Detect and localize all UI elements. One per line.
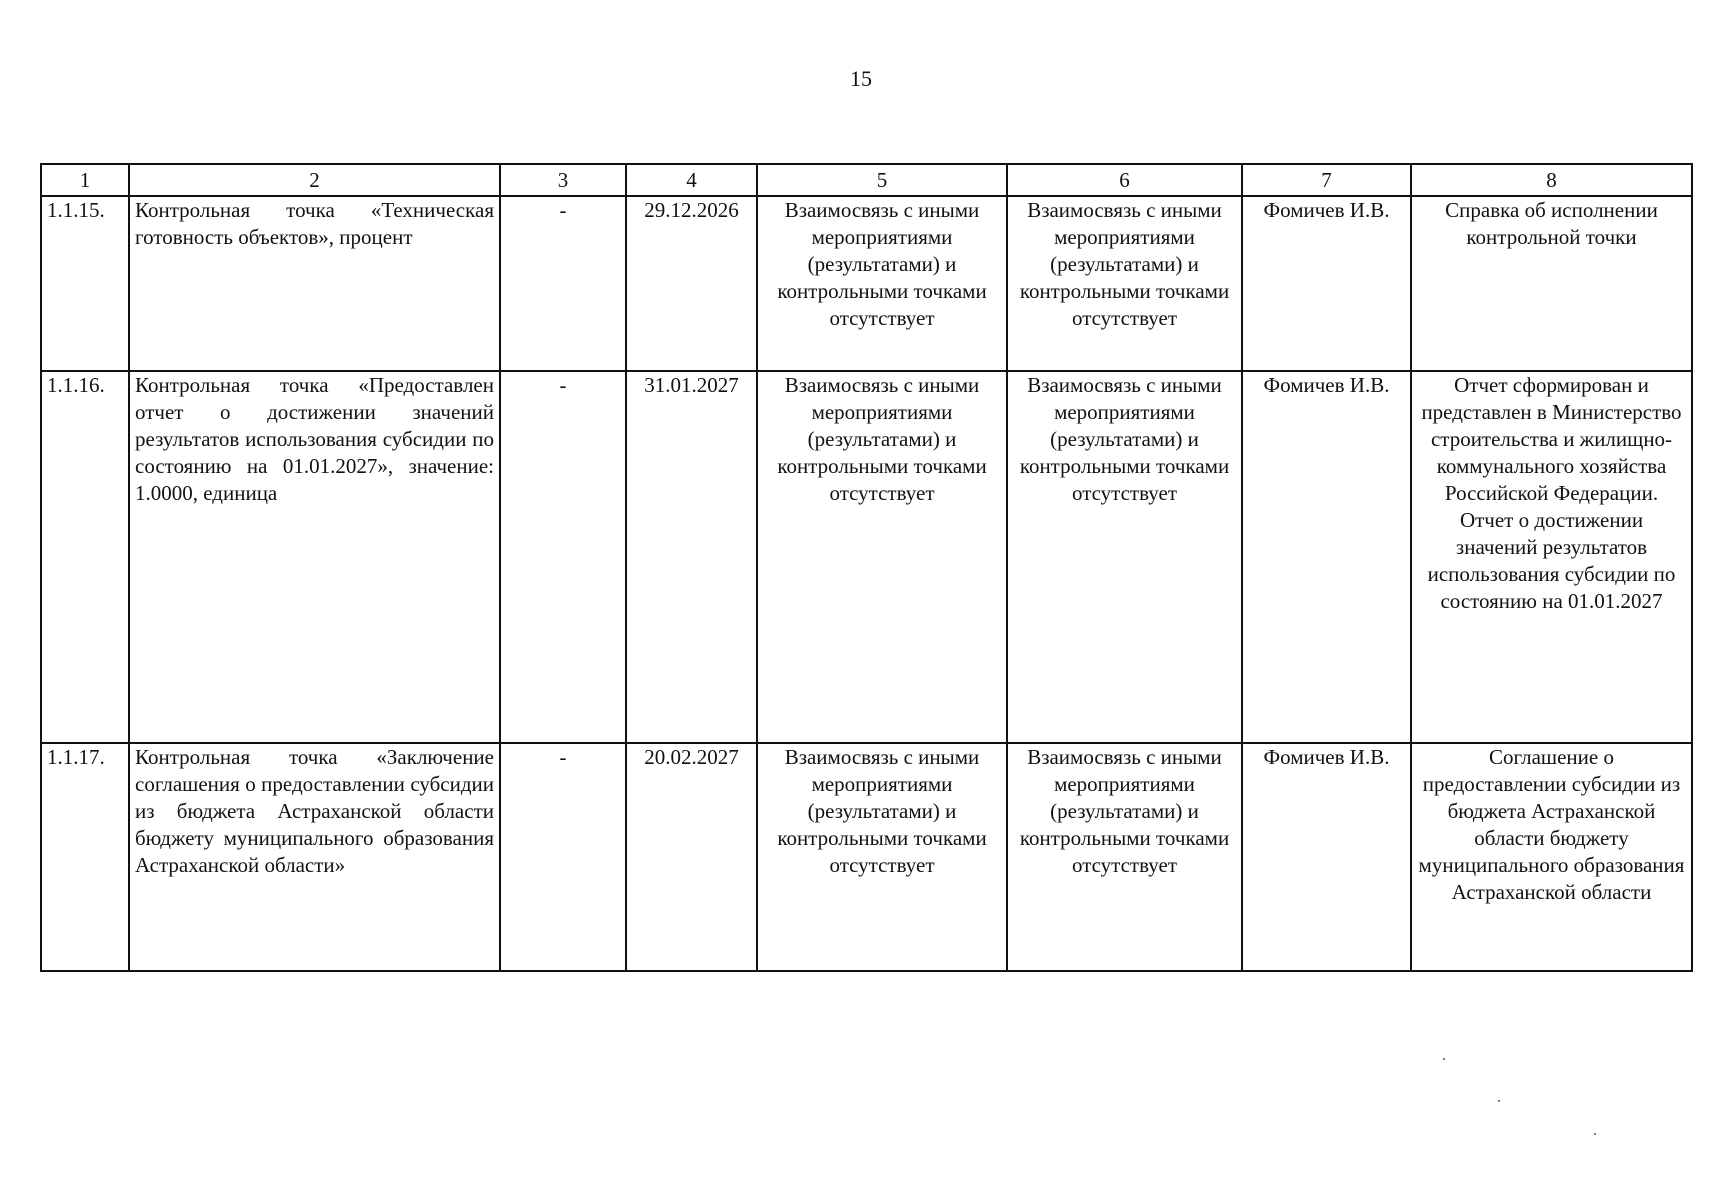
relation-results: Взаимосвязь с иными мероприятиями (результатами) и контрольными точками отсутствует — [757, 743, 1007, 971]
responsible-person: Фомичев И.В. — [1242, 371, 1411, 743]
column-header: 1 — [41, 164, 129, 196]
column-header: 6 — [1007, 164, 1242, 196]
column-header: 7 — [1242, 164, 1411, 196]
column-3-value: - — [500, 371, 626, 743]
column-header: 3 — [500, 164, 626, 196]
relation-control-points: Взаимосвязь с иными мероприятиями (результатами) и контрольными точками отсутствует — [1007, 371, 1242, 743]
confirming-document: Соглашение о предоставлении субсидии из бюджета Астраханской области бюджету муниципального образования Астраханской области — [1411, 743, 1692, 971]
table-row — [41, 196, 1692, 371]
confirming-document: Отчет сформирован и представлен в Министерство строительства и жилищно-коммунального хозяйства Российской Федерации. Отчет о достижении значений результатов использования субсидии по состоянию на 01.01.2027 — [1411, 371, 1692, 743]
column-3-value: - — [500, 196, 626, 371]
relation-results: Взаимосвязь с иными мероприятиями (результатами) и контрольными точками отсутствует — [757, 371, 1007, 743]
column-header: 8 — [1411, 164, 1692, 196]
confirming-document: Справка об исполнении контрольной точки — [1411, 196, 1692, 371]
deadline-date: 29.12.2026 — [626, 196, 757, 371]
control-point-name: Контрольная точка «Предоставлен отчет о достижении значений результатов использования субсидии по состоянию на 01.01.2027», значение: 1.0000, единица — [129, 371, 500, 743]
responsible-person: Фомичев И.В. — [1242, 743, 1411, 971]
column-header: 5 — [757, 164, 1007, 196]
relation-results: Взаимосвязь с иными мероприятиями (результатами) и контрольными точками отсутствует — [757, 196, 1007, 371]
deadline-date: 31.01.2027 — [626, 371, 757, 743]
column-3-value: - — [500, 743, 626, 971]
control-point-name: Контрольная точка «Техническая готовность объектов», процент — [129, 196, 500, 371]
scan-speck — [1443, 1058, 1445, 1060]
column-header: 4 — [626, 164, 757, 196]
scan-speck — [1594, 1133, 1596, 1135]
table-header-row — [41, 164, 1692, 196]
page-number: 15 — [850, 66, 872, 91]
row-number: 1.1.16. — [41, 371, 129, 743]
table-row — [41, 371, 1692, 743]
scan-speck — [1498, 1100, 1500, 1102]
control-point-name: Контрольная точка «Заключение соглашения о предоставлении субсидии из бюджета Астраханской области бюджету муниципального образования Астраханской области» — [129, 743, 500, 971]
table-row — [41, 743, 1692, 971]
column-header: 2 — [129, 164, 500, 196]
responsible-person: Фомичев И.В. — [1242, 196, 1411, 371]
control-points-table — [40, 163, 1693, 972]
row-number: 1.1.15. — [41, 196, 129, 371]
row-number: 1.1.17. — [41, 743, 129, 971]
relation-control-points: Взаимосвязь с иными мероприятиями (результатами) и контрольными точками отсутствует — [1007, 743, 1242, 971]
relation-control-points: Взаимосвязь с иными мероприятиями (результатами) и контрольными точками отсутствует — [1007, 196, 1242, 371]
deadline-date: 20.02.2027 — [626, 743, 757, 971]
